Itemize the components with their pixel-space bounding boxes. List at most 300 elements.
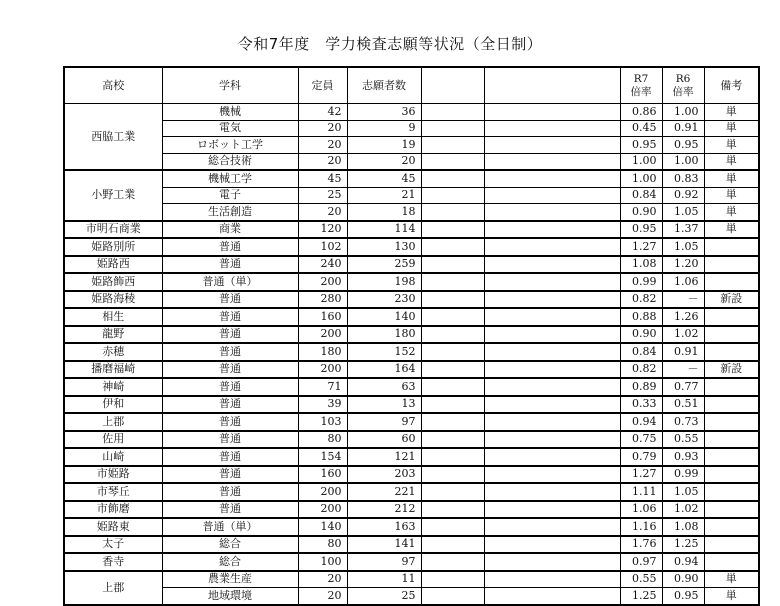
r7-ratio-cell: 0.79: [620, 448, 662, 466]
header-r7-ratio: [620, 67, 662, 104]
r6-ratio-cell: 0.51: [662, 396, 704, 414]
capacity-cell: 20: [298, 588, 347, 605]
r6-ratio-cell: 1.05: [662, 204, 704, 221]
r6-ratio-cell: 1.02: [662, 501, 704, 519]
capacity-cell: 240: [298, 256, 347, 274]
course-cell: 商業: [162, 221, 298, 239]
course-cell: 普通: [162, 413, 298, 431]
blank-cell: [421, 187, 484, 204]
r6-ratio-cell: 1.37: [662, 221, 704, 239]
blank-cell: [484, 396, 620, 414]
school-name-cell: 姫路別所: [64, 238, 162, 256]
school-name-cell: 市琴丘: [64, 483, 162, 501]
capacity-cell: 80: [298, 536, 347, 554]
course-cell: 機械: [162, 104, 298, 121]
blank-cell: [421, 518, 484, 536]
note-cell: [704, 326, 759, 344]
r7-ratio-cell: 0.99: [620, 273, 662, 291]
blank-cell: [421, 378, 484, 396]
course-cell: 普通: [162, 308, 298, 326]
blank-cell: [421, 221, 484, 239]
capacity-cell: 39: [298, 396, 347, 414]
blank-cell: [484, 588, 620, 605]
r6-ratio-cell: 1.02: [662, 326, 704, 344]
capacity-cell: 20: [298, 204, 347, 221]
r6-ratio-cell: 1.25: [662, 536, 704, 554]
course-cell: 普通: [162, 326, 298, 344]
r7-ratio-cell: 1.16: [620, 518, 662, 536]
table-row: [64, 396, 759, 414]
table-row: [64, 483, 759, 501]
r7-ratio-cell: 1.08: [620, 256, 662, 274]
capacity-cell: 200: [298, 483, 347, 501]
applicants-cell: 97: [347, 413, 421, 431]
school-name-cell: 佐用: [64, 431, 162, 449]
header-school: 高校: [64, 67, 162, 104]
applicants-cell: 140: [347, 308, 421, 326]
school-name-cell: 山崎: [64, 448, 162, 466]
course-cell: 総合: [162, 536, 298, 554]
course-cell: 普通: [162, 483, 298, 501]
course-cell: 総合技術: [162, 153, 298, 170]
r6-ratio-cell: 0.95: [662, 588, 704, 605]
r7-ratio-cell: 0.45: [620, 120, 662, 137]
blank-cell: [421, 120, 484, 137]
course-cell: ロボット工学: [162, 137, 298, 154]
blank-cell: [484, 431, 620, 449]
note-cell: [704, 343, 759, 361]
r6-ratio-cell: 0.90: [662, 571, 704, 588]
applicants-cell: 141: [347, 536, 421, 554]
r7-ratio-cell: 1.76: [620, 536, 662, 554]
r6-ratio-cell: 1.00: [662, 153, 704, 170]
school-name-cell: 姫路飾西: [64, 273, 162, 291]
note-cell: 単: [704, 588, 759, 605]
course-cell: 普通: [162, 291, 298, 309]
r7-ratio-cell: 1.00: [620, 170, 662, 187]
school-name-cell: 神崎: [64, 378, 162, 396]
blank-cell: [421, 308, 484, 326]
r7-ratio-cell: 0.95: [620, 137, 662, 154]
table-row: [64, 553, 759, 571]
note-cell: [704, 483, 759, 501]
header-applicants: 志願者数: [347, 67, 421, 104]
blank-cell: [484, 221, 620, 239]
course-cell: 普通: [162, 343, 298, 361]
capacity-cell: 45: [298, 170, 347, 187]
school-name-cell: 香寺: [64, 553, 162, 571]
applicants-cell: 97: [347, 553, 421, 571]
course-cell: 普通: [162, 378, 298, 396]
table-row: [64, 170, 759, 187]
table-row: [64, 518, 759, 536]
course-cell: 農業生産: [162, 571, 298, 588]
note-cell: 新設: [704, 361, 759, 379]
blank-cell: [421, 204, 484, 221]
note-cell: 単: [704, 204, 759, 221]
applicants-cell: 9: [347, 120, 421, 137]
course-cell: 普通: [162, 361, 298, 379]
capacity-cell: 102: [298, 238, 347, 256]
applicants-cell: 180: [347, 326, 421, 344]
course-cell: 普通: [162, 256, 298, 274]
applicants-cell: 114: [347, 221, 421, 239]
r7-ratio-cell: 0.94: [620, 413, 662, 431]
course-cell: 普通: [162, 238, 298, 256]
r6-ratio-cell: 0.55: [662, 431, 704, 449]
table-row: [64, 273, 759, 291]
r6-ratio-cell: 0.91: [662, 343, 704, 361]
course-cell: 生活創造: [162, 204, 298, 221]
table-row: [64, 431, 759, 449]
header-row: [64, 67, 759, 104]
r7-ratio-cell: 0.90: [620, 326, 662, 344]
blank-cell: [421, 413, 484, 431]
r7-ratio-cell: 1.27: [620, 466, 662, 484]
r6-ratio-cell: 0.73: [662, 413, 704, 431]
blank-cell: [484, 536, 620, 554]
note-cell: 単: [704, 153, 759, 170]
capacity-cell: 180: [298, 343, 347, 361]
table-row: [64, 413, 759, 431]
r6-ratio-cell: 1.26: [662, 308, 704, 326]
school-name-cell: 龍野: [64, 326, 162, 344]
course-cell: 総合: [162, 553, 298, 571]
applicants-cell: 164: [347, 361, 421, 379]
r7-ratio-cell: 1.00: [620, 153, 662, 170]
r6-ratio-cell: 1.05: [662, 483, 704, 501]
blank-cell: [421, 238, 484, 256]
table-row: [64, 571, 759, 588]
table-row: [64, 466, 759, 484]
blank-cell: [484, 308, 620, 326]
applicants-cell: 19: [347, 137, 421, 154]
blank-cell: [484, 204, 620, 221]
r7-ratio-cell: 0.84: [620, 187, 662, 204]
blank-cell: [484, 343, 620, 361]
r6-ratio-cell: 0.91: [662, 120, 704, 137]
applicants-cell: 221: [347, 483, 421, 501]
r6-ratio-cell: 0.99: [662, 466, 704, 484]
applicants-cell: 45: [347, 170, 421, 187]
page-title: 令和7年度 学力検査志願等状況（全日制）: [237, 35, 543, 53]
r7-ratio-cell: 0.95: [620, 221, 662, 239]
school-name-cell: 播磨福崎: [64, 361, 162, 379]
school-name-cell: 上郡: [64, 413, 162, 431]
table-row: [64, 326, 759, 344]
course-cell: 普通: [162, 466, 298, 484]
header-r6-year: R6: [675, 72, 691, 85]
r7-ratio-cell: 0.82: [620, 361, 662, 379]
applicants-table: [63, 66, 760, 606]
table-row: [64, 448, 759, 466]
r6-ratio-cell: 1.05: [662, 238, 704, 256]
note-cell: [704, 536, 759, 554]
school-name-cell: 赤穂: [64, 343, 162, 361]
capacity-cell: 154: [298, 448, 347, 466]
blank-cell: [421, 588, 484, 605]
table-row: [64, 501, 759, 519]
blank-cell: [484, 571, 620, 588]
table-row: [64, 153, 759, 170]
blank-cell: [484, 170, 620, 187]
blank-cell: [484, 104, 620, 121]
capacity-cell: 42: [298, 104, 347, 121]
r7-ratio-cell: 1.06: [620, 501, 662, 519]
capacity-cell: 20: [298, 137, 347, 154]
note-cell: 単: [704, 170, 759, 187]
note-cell: 単: [704, 187, 759, 204]
r7-ratio-cell: 0.82: [620, 291, 662, 309]
capacity-cell: 200: [298, 273, 347, 291]
applicants-cell: 25: [347, 588, 421, 605]
course-cell: 普通（単）: [162, 273, 298, 291]
capacity-cell: 280: [298, 291, 347, 309]
header-notes: 備考: [704, 67, 759, 104]
note-cell: [704, 466, 759, 484]
blank-cell: [421, 571, 484, 588]
capacity-cell: 80: [298, 431, 347, 449]
capacity-cell: 200: [298, 501, 347, 519]
r6-ratio-cell: 0.95: [662, 137, 704, 154]
capacity-cell: 100: [298, 553, 347, 571]
blank-cell: [484, 326, 620, 344]
note-cell: [704, 308, 759, 326]
school-name-cell: 西脇工業: [64, 104, 162, 171]
note-cell: [704, 518, 759, 536]
course-cell: 地域環境: [162, 588, 298, 605]
header-r6-ratio: [662, 67, 704, 104]
blank-cell: [484, 553, 620, 571]
table-row: [64, 120, 759, 137]
note-cell: 単: [704, 221, 759, 239]
blank-cell: [421, 361, 484, 379]
applicants-cell: 20: [347, 153, 421, 170]
school-name-cell: 市明石商業: [64, 221, 162, 239]
table-row: [64, 256, 759, 274]
capacity-cell: 25: [298, 187, 347, 204]
school-name-cell: 相生: [64, 308, 162, 326]
header-capacity: 定員: [298, 67, 347, 104]
blank-cell: [484, 291, 620, 309]
course-cell: 普通: [162, 431, 298, 449]
table-row: [64, 378, 759, 396]
header-r7-label: 倍率: [630, 85, 652, 98]
capacity-cell: 160: [298, 308, 347, 326]
r6-ratio-cell: 0.83: [662, 170, 704, 187]
table-row: [64, 238, 759, 256]
capacity-cell: 20: [298, 120, 347, 137]
note-cell: 単: [704, 120, 759, 137]
r6-ratio-cell: 0.77: [662, 378, 704, 396]
r7-ratio-cell: 0.88: [620, 308, 662, 326]
table-row: [64, 291, 759, 309]
blank-cell: [484, 137, 620, 154]
applicants-cell: 63: [347, 378, 421, 396]
r6-ratio-cell: －: [662, 361, 704, 379]
r6-ratio-cell: －: [662, 291, 704, 309]
blank-cell: [421, 483, 484, 501]
applicants-cell: 163: [347, 518, 421, 536]
r6-ratio-cell: 1.08: [662, 518, 704, 536]
table-row: [64, 104, 759, 121]
blank-cell: [421, 536, 484, 554]
table-row: [64, 361, 759, 379]
blank-cell: [421, 343, 484, 361]
table-row: [64, 308, 759, 326]
note-cell: [704, 431, 759, 449]
blank-cell: [484, 153, 620, 170]
note-cell: [704, 238, 759, 256]
capacity-cell: 20: [298, 571, 347, 588]
applicants-cell: 130: [347, 238, 421, 256]
blank-cell: [484, 378, 620, 396]
table-body: [64, 104, 759, 605]
school-name-cell: 姫路東: [64, 518, 162, 536]
blank-cell: [484, 448, 620, 466]
capacity-cell: 120: [298, 221, 347, 239]
r7-ratio-cell: 1.27: [620, 238, 662, 256]
applicants-cell: 36: [347, 104, 421, 121]
capacity-cell: 200: [298, 361, 347, 379]
table-row: [64, 137, 759, 154]
note-cell: [704, 413, 759, 431]
header-course: 学科: [162, 67, 298, 104]
r7-ratio-cell: 0.33: [620, 396, 662, 414]
applicants-cell: 21: [347, 187, 421, 204]
capacity-cell: 160: [298, 466, 347, 484]
blank-cell: [421, 256, 484, 274]
blank-cell: [484, 238, 620, 256]
school-name-cell: 市姫路: [64, 466, 162, 484]
blank-cell: [484, 361, 620, 379]
header-blank-1: [421, 67, 484, 104]
note-cell: 単: [704, 104, 759, 121]
note-cell: [704, 553, 759, 571]
blank-cell: [421, 448, 484, 466]
blank-cell: [421, 170, 484, 187]
note-cell: [704, 501, 759, 519]
blank-cell: [421, 153, 484, 170]
capacity-cell: 20: [298, 153, 347, 170]
blank-cell: [421, 326, 484, 344]
capacity-cell: 200: [298, 326, 347, 344]
school-name-cell: 姫路西: [64, 256, 162, 274]
table-row: [64, 204, 759, 221]
table-row: [64, 187, 759, 204]
r6-ratio-cell: 1.06: [662, 273, 704, 291]
blank-cell: [421, 273, 484, 291]
note-cell: 新設: [704, 291, 759, 309]
applicants-cell: 203: [347, 466, 421, 484]
table-row: [64, 343, 759, 361]
blank-cell: [421, 466, 484, 484]
note-cell: 単: [704, 571, 759, 588]
course-cell: 普通: [162, 448, 298, 466]
applicants-cell: 60: [347, 431, 421, 449]
blank-cell: [421, 104, 484, 121]
table-row: [64, 588, 759, 605]
blank-cell: [421, 137, 484, 154]
note-cell: 単: [704, 137, 759, 154]
header-r6-label: 倍率: [672, 85, 694, 98]
blank-cell: [421, 501, 484, 519]
note-cell: [704, 273, 759, 291]
blank-cell: [421, 431, 484, 449]
school-name-cell: 市飾磨: [64, 501, 162, 519]
blank-cell: [484, 483, 620, 501]
r7-ratio-cell: 1.11: [620, 483, 662, 501]
school-name-cell: 上郡: [64, 571, 162, 605]
applicants-cell: 259: [347, 256, 421, 274]
r6-ratio-cell: 0.94: [662, 553, 704, 571]
school-name-cell: 太子: [64, 536, 162, 554]
blank-cell: [484, 273, 620, 291]
r6-ratio-cell: 0.92: [662, 187, 704, 204]
table-row: [64, 221, 759, 239]
r6-ratio-cell: 1.00: [662, 104, 704, 121]
note-cell: [704, 256, 759, 274]
r6-ratio-cell: 0.93: [662, 448, 704, 466]
header-r7-year: R7: [633, 72, 649, 85]
r6-ratio-cell: 1.20: [662, 256, 704, 274]
applicants-cell: 230: [347, 291, 421, 309]
blank-cell: [421, 291, 484, 309]
course-cell: 普通（単）: [162, 518, 298, 536]
course-cell: 普通: [162, 396, 298, 414]
applicants-cell: 121: [347, 448, 421, 466]
course-cell: 電子: [162, 187, 298, 204]
capacity-cell: 140: [298, 518, 347, 536]
applicants-cell: 11: [347, 571, 421, 588]
school-name-cell: 姫路海稜: [64, 291, 162, 309]
note-cell: [704, 378, 759, 396]
blank-cell: [484, 466, 620, 484]
applicants-cell: 198: [347, 273, 421, 291]
r7-ratio-cell: 0.55: [620, 571, 662, 588]
note-cell: [704, 448, 759, 466]
r7-ratio-cell: 0.97: [620, 553, 662, 571]
course-cell: 機械工学: [162, 170, 298, 187]
note-cell: [704, 396, 759, 414]
r7-ratio-cell: 0.84: [620, 343, 662, 361]
r7-ratio-cell: 0.75: [620, 431, 662, 449]
applicants-cell: 18: [347, 204, 421, 221]
school-name-cell: 伊和: [64, 396, 162, 414]
blank-cell: [484, 413, 620, 431]
blank-cell: [421, 396, 484, 414]
blank-cell: [484, 501, 620, 519]
applicants-cell: 152: [347, 343, 421, 361]
table-row: [64, 536, 759, 554]
course-cell: 電気: [162, 120, 298, 137]
blank-cell: [484, 518, 620, 536]
blank-cell: [484, 120, 620, 137]
applicants-cell: 13: [347, 396, 421, 414]
blank-cell: [484, 187, 620, 204]
blank-cell: [421, 553, 484, 571]
course-cell: 普通: [162, 501, 298, 519]
blank-cell: [484, 256, 620, 274]
capacity-cell: 71: [298, 378, 347, 396]
r7-ratio-cell: 1.25: [620, 588, 662, 605]
applicants-cell: 212: [347, 501, 421, 519]
capacity-cell: 103: [298, 413, 347, 431]
header-blank-2: [484, 67, 620, 104]
school-name-cell: 小野工業: [64, 170, 162, 221]
r7-ratio-cell: 0.90: [620, 204, 662, 221]
r7-ratio-cell: 0.86: [620, 104, 662, 121]
